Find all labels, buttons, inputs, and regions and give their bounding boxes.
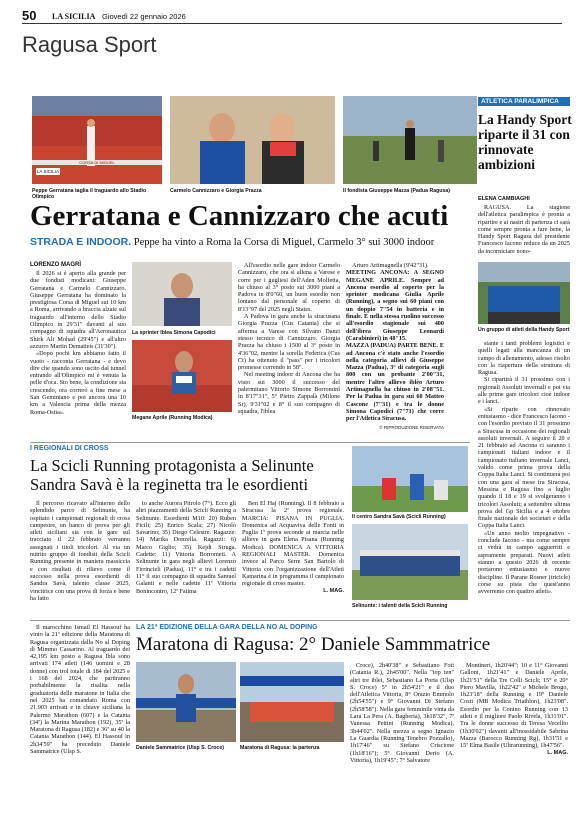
side-para-4: «Un anno molto impegnativo - conclude Iacono - ma come sempre ci vedrà in campo agguerriti e aspramente preparati. Nuovi atleti stanno a questo 2026 di recente portarono entusiasmo e nuove discipline. Il Parane Rosner (tricicle) corse su pista che quest'anno avverremo con quattro atleti». bbox=[478, 529, 570, 596]
marathon-kicker: LA 21ª EDIZIONE DELLA GARA DELLA NO AL DOPING bbox=[136, 624, 318, 631]
main-para-7: MEETING ANCONA: A SEGNO MEGANE APRILE. Sempre ad Ancona esordio al coperto per la sprinter modicana Giulia Aprile (Running), a segno sui 60 piani con un doppio 7"54 in batteria e in finale. È nella stessa ruolino successo all'esordio stagionale sui 400 dell'ibrea Giuseppe Leonardi (Carabinieri) in 48"15. bbox=[346, 269, 444, 342]
page-header bbox=[22, 8, 562, 24]
side-headline: La Handy Sport riparte il 31 con rinnovate ambizioni bbox=[478, 112, 572, 172]
photo-caption-sava: Il centro Sandra Savà (Scicli Running) bbox=[352, 514, 446, 520]
scicli-col-2 bbox=[136, 500, 236, 595]
main-para-1: Il 2026 si è aperto alla grande per due fondisti modicani: Giuseppe Gerratana e Carmelo Cannizzaro. Giuseppe Gerratana ha dominato la prestigiosa Corsa di Miguel sui 10 km a Roma, arrivando a braccia alzate sul traguardo all'interno dello Stadio Olimpico in 29'31" davanti al suo compagno di squadra all'Aeronautica Shirk Ali Mohad (29'45") e all'altro azzurro Martin Dematteis (31'30"). bbox=[30, 270, 126, 350]
photo-sticker: LA SICILIA bbox=[37, 169, 60, 174]
main-para-3: All'esordio nelle gare indoor Carmelo Cannizzaro, che ora si allena a Varese e corre per i gugliesi dell'Aden Molfetta, ha chiuso al 3° posto sui 3000 piani a Padova in 8'0"60, un buon esordio non lontano dal personale al coperto di 8'13"97 del 2025 negli States. bbox=[238, 262, 340, 313]
scicli-para-3: Ben El Haj (Running). Il 8 febbraio a Siracusa la 2ª prova regionale. MARCIA: PISANA IN PUGLIA. Domenica ad Acquaviva delle Fonti in Puglia 1ª prova seconde ai marcia nelle allieve in gara Elena Pisana (Running Modica). DOMENICA A VITTORIA REGIONALI MASTER. Domenica invece al Parco Serre San Bartolo di Vittoria con l'organizzazione dell'Atleti Kamarina è in programma il campionato regionale di cross master. bbox=[242, 500, 344, 588]
side-para-1: stante i tanti problemi logistici e quelli legati alla mancanza di un campo di allenamento, adesso risolto con la riapertura della struttura di Ragusa. bbox=[478, 340, 570, 377]
photo-gerratana-finish bbox=[32, 96, 162, 184]
main-byline: LORENZO MAGRÌ bbox=[30, 262, 81, 268]
photo-handy-sport bbox=[478, 262, 570, 324]
section-title: Ragusa Sport bbox=[22, 32, 157, 57]
photo-caption-capodici: La sprinter Iblea Simona Capodici bbox=[132, 330, 216, 336]
marathon-col-2 bbox=[350, 662, 454, 764]
marathon-signature: L. MAG. bbox=[547, 749, 568, 756]
subhead-kicker: STRADA E INDOOR. bbox=[30, 236, 132, 248]
photo-mazza bbox=[343, 96, 477, 184]
photo-caption-start: Maratona di Ragusa: la partenza bbox=[240, 745, 320, 751]
scicli-signature: L. MAG. bbox=[323, 587, 344, 594]
side-para-3: «Si riparte con rinnovato entusiasmo - dice Francesco Iacono - con l'esordio previsto il 31 prossimo a Siracusa in occasione dei regionali assoluti invernali. A seguire il 20 e 21 febbraio ad Ancona ci saranno i campionati italiani indoor e il campionato italiano invernale Lanci, valido come prima prova della Coppa Italia Lanci. Si continuerà poi con una gara al mese fra Siracusa, Messina e Ragusa fino a luglio quando il 18 e 19 si svolgeranno i tricolori Assoluti; a settembre ultima prova del Gp Sicilia e a 4 ottobre finale nazionale dei societari e della Coppa Italia Lanci. bbox=[478, 405, 570, 530]
side-lead-text: RAGUSA. La stagione dell'atletica paralimpica è pronta a ripartire e ai nastri di partenza ci sarà come sempre pronta a fare bene, la Handy Sport Ragusa del presidente Francesco Iacono reduce da un 2025 da incorniciare nono- bbox=[478, 204, 570, 255]
marathon-col-3 bbox=[460, 662, 568, 756]
photo-capodici bbox=[132, 262, 232, 326]
main-headline: Gerratana e Cannizzaro che acuti bbox=[30, 200, 449, 232]
issue-date: Giovedì 22 gennaio 2026 bbox=[102, 12, 186, 21]
main-col-4 bbox=[346, 262, 444, 430]
copyright-note: © RIPRODUZIONE RISERVATA bbox=[379, 424, 444, 430]
photo-marathon-start bbox=[240, 662, 344, 742]
photo-scicli-team bbox=[352, 524, 468, 600]
side-para-2: Si ripartirà il 31 prossimo con i regionali Assoluti invernali e poi via alle prime gare tricolori cioè indoor e i lanci. bbox=[478, 376, 570, 406]
side-lead bbox=[478, 204, 570, 255]
marathon-para-1: Il marocchino Ismail El Hassouf ha vinto la 21ª edizione della Maratona di Ragusa organizzata dalla No al Doping di Mimmo Cassarino. Al traguardo dei 42,195 km posto a Ragusa Ibla sono arrivati 174 atleti (146 uomini e 28 donne) con trol totale di 184 del 2025 e i 168 del 2024, che partiranno porbabilmente la risalita nella graduatoria delle maratone in Italia che nel 2025 ha comandato Roma con 21.903 arrivati e in chiave siciliana la Palermo Marathon (607) e la Catania (34ª) la Marina Marathon (192), 35ª la Maratona di Ragusa (182) e 36ª su 40 la Catania Marathon (144). El Hassouf in 2h34'59" ha preceduto Daniele Sammatrice (Ulsp S. bbox=[30, 624, 130, 756]
photo-sava bbox=[352, 446, 468, 512]
newspaper-name: LA SICILIA bbox=[52, 12, 96, 21]
photo-sammatrice bbox=[136, 662, 236, 742]
main-para-5: Nel meeting indoor di Ancona che ha visto sui 3000 il successo del palermitano Vittorio Simone Borrominî in 8'17"31", 5° Pietro Zappalà (Milone Sr), 9'31"02 e 8° il suo compagno di squadra, l'iblea bbox=[238, 371, 340, 415]
scicli-para-2: to anche Aurora Pitrolo (7°). Ecco gli altri piazzamenti della Scicli Running a Selinunte. Esordienti M10: 20) Ruben Ficili; 25) Enrico Scala; 27) Nicolò Savarino; 35) Diego Celestre. Ragazze: 14) Marika Donzella. Ragazzi: 6) Marco Giglio; 35) Kejdi Struga. Cadette: 11) Vittoria Borrometi. A Selinunte in gara negli allievi Lorenzo Firrincieli (Padua), 11° e tra i cadetti 11° il suo compagno di squadra Samuel Galanti e nelle cadette 11ª Vittoria Bonincontro, 12ª Fatima bbox=[136, 500, 236, 595]
finish-banner: CORSA DI MIGUEL bbox=[79, 160, 115, 165]
photo-caption-aprile: Megane Aprile (Running Modica) bbox=[132, 415, 213, 421]
side-byline: ELENA CAMBIAGHI bbox=[478, 196, 530, 202]
scicli-tag: I REGIONALI DI CROSS bbox=[30, 445, 109, 452]
side-body bbox=[478, 340, 570, 595]
main-col-3 bbox=[238, 262, 340, 415]
scicli-headline: La Scicli Running protagonista a Selinunte Sandra Savà è la reginetta tra le esordienti bbox=[30, 456, 314, 494]
divider-scicli bbox=[30, 442, 470, 443]
photo-aprile bbox=[132, 340, 232, 412]
photo-caption-gerratana: Peppe Gerratana taglia il traguardo allo Stadio Olimpico bbox=[32, 188, 147, 200]
photo-caption-mazza: Il fondista Giuseppe Mazza (Padua Ragusa) bbox=[343, 188, 450, 194]
subhead-text: Peppe ha vinto a Roma la Corsa di Miguel, Carmelo 3° sui 3000 indoor bbox=[133, 237, 435, 248]
photo-cannizzaro-prazza bbox=[170, 96, 335, 184]
main-col-1 bbox=[30, 270, 126, 416]
marathon-para-2: Croce), 2h40'38" e Sebastiano Foti (Catania R.), 2h45'00". Nella "top ten" altri tre iblei, Sebastiano La Porta (Ulsp S. Croce) 5° in 2h54'21" e il duo dell'Atletica Vittoria, 8° Orazio Emmolo (2h54'55") e 9° Giovanni Di Stefano (2h58'58"). Nella gara femminile vinta da Lara La Pera (A. Bagheria), 3h18'32", 7ª Vanessa Pettini (Running Modica), 3h44'02". Nella mezza a segno Ignazio La Guardia (Running Tenebro Pozzallo), 1h17'46" su Stefano Criscione (1h18'16"); 5° Giovanni Derio (A. Vittoria), 1h19'45"; 7° Salvatore bbox=[350, 662, 454, 764]
main-para-2: «Dopo pochi km abbiamo fatto il vuoto - racconta Gerratana - e devo dire che quando sono uscito dal tunnel entrando all'Olimpico mi è venuta la pelle d'oca. Sto bene, la condizione sta crescendo, ora correrò a fine mese a San Geminiano e poi ancora una 10 km a Valencia prima della mezza Roma-Ostia». bbox=[30, 350, 126, 416]
scicli-para-1: Il percorso ricavato all'interno dello splendido parco di Selinunte, ha ospitato i campionati regionali di cross campestre, un banco di prova per gli atleti siciliani sia con le gare sul tracciato il 22 febbraio verranno assegnati i titoli tricolori. Al via un nutrito gruppo di fondisti della Scicli Running presente in maniera massiccia e con risultati di rilievo come il successo nella prova esordienti di Sandra Savà, talento classe 2025, vincitrice con una prova di forza e bene ha fatto bbox=[30, 500, 130, 602]
marathon-col-1 bbox=[30, 624, 130, 755]
divider-marathon bbox=[30, 620, 570, 621]
scicli-col-1 bbox=[30, 500, 130, 602]
side-tag: ATLETICA PARALIMPICA bbox=[478, 97, 570, 106]
main-para-8: MAZZA (PADUA) PARTE BENE. E ad Ancona c'è stato anche l'esordio nella categoria allievi di Giuseppe Mazza (Padua), 3° di categoria sugli 800 con un probante 2'00"31, mentre l'altro allievo iblèo Arturo Artimagnella ha chiuso in 2'08"51. Per la Padua in gara sui 60 Matteo Cascone (7"31) e tra le donne Simona Capodici (7"71) che corre per l'Atletica Siracusa. bbox=[346, 342, 444, 423]
page-number: 50 bbox=[22, 8, 37, 23]
marathon-headline: Maratona di Ragusa: 2° Daniele Sammmatrice bbox=[136, 634, 491, 655]
main-para-6: Arturo Artimagnella (9'42"31). bbox=[352, 262, 429, 269]
photo-caption-scicli: Selinunte: i talenti della Scicli Running bbox=[352, 603, 448, 609]
main-para-4: A Padova in gara anche la siracusana Giorgia Prazza (Cus Catania) che si afferma a Varese con Silvano Danzi stesso tecnico di Cannizzaro. Giorgia Prazza ha chiuso i 1500 al 3° posto in 4'36"02, mentre la sorella Federica (Cus Ct) ha ottenuto il "pass" per i tricolori promesse correndo in 58". bbox=[238, 313, 340, 372]
photo-caption-sammatrice: Daniele Sammatrice (Ulsp S. Croce) bbox=[136, 745, 224, 751]
scicli-col-3 bbox=[242, 500, 344, 594]
marathon-para-3: Montineri, 1h20'44"; 10 e 11° Giovanni Galloni, 1h21'41" e Daniele Aprile, 1h21'51" della Tre Colli Scicli; 15° e 20° Piero Mavilla, 1h22'42" e Michele Brogo, 1h23'18" della Running e 19° Daniele Costi (MB Modica Triathlon), 1h23'08". Esordio per la Conino Running con 13 atleti e il migliore Paolo Rivela, 1h31'01". Tra le donne successo di Teresa Vecellio (1h30'02") davanti all'inossidabile Sabrina Mazza (Barocco Running Rg), 1h31'51 e 15ª Elma Basile (Ultrarunning), 1h47'56". bbox=[460, 662, 568, 750]
photo-caption-handy: Un gruppo di atleti della Handy Sport bbox=[478, 327, 570, 333]
photo-caption-cannizzaro: Carmelo Cannizzaro e Giorgia Prazza bbox=[170, 188, 262, 194]
main-subhead bbox=[30, 236, 434, 248]
